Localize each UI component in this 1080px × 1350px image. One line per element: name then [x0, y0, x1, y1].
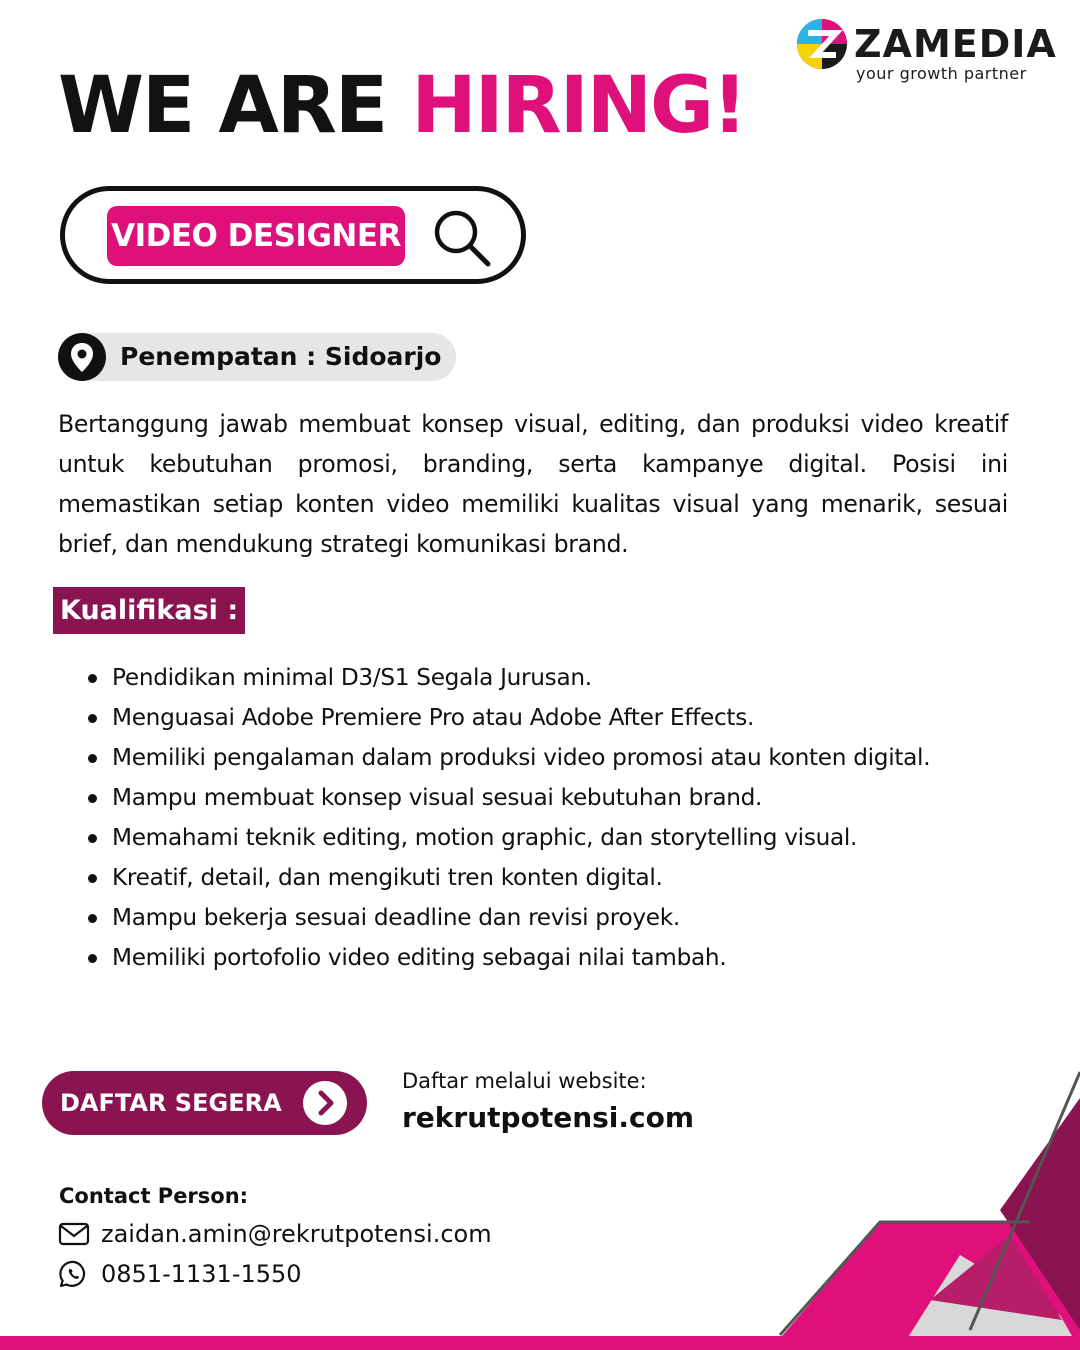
job-description: Bertanggung jawab membuat konsep visual, editing, dan produksi video kreatif untuk kebutuhan promosi, branding, serta kampanye digital. Posisi ini memastikan setiap konten video memiliki kualitas visual yang menarik, sesuai brief, dan mendukung strategi komunikasi brand. — [58, 410, 1008, 558]
qualifications-title: Kualifikasi : — [53, 587, 245, 634]
role-search-bar — [60, 186, 526, 284]
headline — [58, 58, 746, 154]
chevron-right-icon — [303, 1081, 347, 1125]
map-pin-icon — [58, 333, 106, 381]
mail-icon — [58, 1220, 90, 1248]
location-text: Penempatan : Sidoarjo — [120, 342, 442, 371]
headline-part-2: HIRING! — [411, 61, 746, 151]
qualifications-list — [86, 658, 1046, 978]
headline-part-1: WE ARE — [58, 61, 412, 151]
brand-logo — [796, 18, 1058, 88]
website-caption: Daftar melalui website: — [402, 1069, 647, 1093]
role-title: VIDEO DESIGNER — [107, 206, 405, 266]
contact-title: Contact Person: — [59, 1184, 249, 1208]
website-link[interactable]: rekrutpotensi.com — [402, 1101, 695, 1134]
search-icon — [431, 207, 493, 269]
list-item: Memiliki portofolio video editing sebagai nilai tambah. — [86, 938, 1046, 978]
apply-now-button[interactable] — [42, 1071, 367, 1135]
logo-mark-icon — [796, 18, 848, 70]
brand-name: ZAMEDIA — [854, 22, 1057, 66]
apply-now-label: DAFTAR SEGERA — [60, 1089, 282, 1117]
list-item: Kreatif, detail, dan mengikuti tren konten digital. — [86, 858, 1046, 898]
list-item: Mampu bekerja sesuai deadline dan revisi proyek. — [86, 898, 1046, 938]
location-badge — [58, 333, 456, 381]
list-item: Mampu membuat konsep visual sesuai kebutuhan brand. — [86, 778, 1046, 818]
contact-email[interactable]: zaidan.amin@rekrutpotensi.com — [101, 1220, 492, 1248]
contact-phone[interactable]: 0851-1131-1550 — [101, 1260, 302, 1288]
list-item: Menguasai Adobe Premiere Pro atau Adobe After Effects. — [86, 698, 1046, 738]
list-item: Memahami teknik editing, motion graphic, dan storytelling visual. — [86, 818, 1046, 858]
whatsapp-icon — [58, 1260, 90, 1288]
brand-tagline: your growth partner — [856, 64, 1027, 83]
list-item: Memiliki pengalaman dalam produksi video promosi atau konten digital. — [86, 738, 1046, 778]
list-item: Pendidikan minimal D3/S1 Segala Jurusan. — [86, 658, 1046, 698]
